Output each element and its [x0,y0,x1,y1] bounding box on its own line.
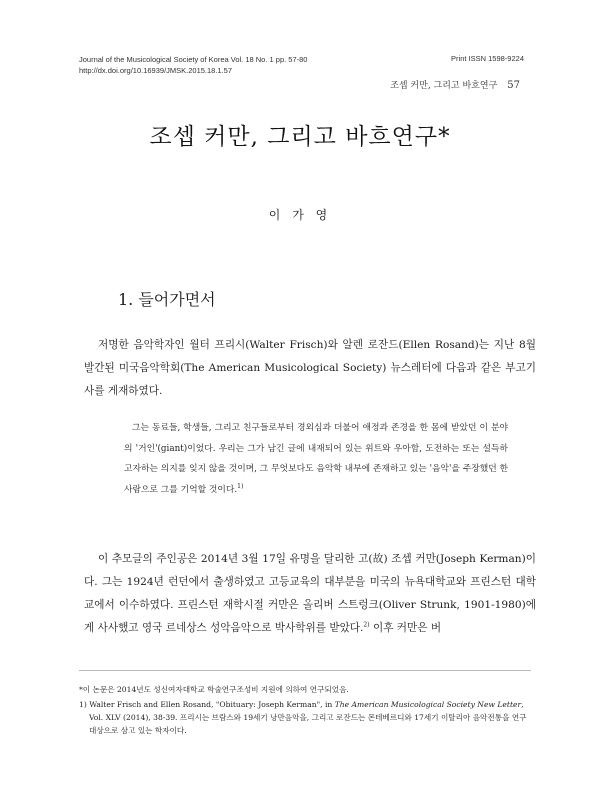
article-title: 조셉 커만, 그리고 바흐연구* [149,124,451,150]
footnote-divider [79,670,531,671]
paragraph2-text: 이 추모글의 주인공은 2014년 3월 17일 유명을 달리한 고(故) 조셉 커만(Joseph Kerman)이다. 그는 1924년 런던에서 출생하였고 고등교육의 대부분을 미국의 뉴욕대학교와 프린스턴 대학교에서 이수하였다. 프린스턴 재학시절 커만은 올리버 스트렁크(Oliver Strunk, 1901-1980)에게 사사했고 영국 르네상스 성악음악으로 박사학위를 받았다. [84,553,536,634]
footnote-1-source: The American Musicological Society New Letter [334,700,522,709]
footnote-ref-2[interactable]: 2) [363,621,370,629]
footnote-1-suffix: , Vol. XLV (2014), 38-39. 프리시는 브람스와 19세기 낭만음악을, 그리고 로잔드는 몬테베르디와 17세기 이탈리아 음악전통을 연구대상으로 삼고 있는 학자이다. [89,700,527,735]
page-number: 57 [507,80,520,91]
footnote-1-prefix: 1) Walter Frisch and Ellen Rosand, "Obituary: Joseph Kerman", in [79,700,335,709]
quote-text: 그는 동료들, 학생들, 그리고 친구들로부터 경외심과 더불어 애정과 존경을 한 몸에 받았던 이 분야의 '거인'(giant)이었다. 우리는 그가 남긴 글에 내재되어 있는 위트와 우아함, 도전하는 또는 설득하고자하는 의지를 잊지 않을 것이며, 그 무엇보다도 음악학 내부에 존재하고 있는 '음악'을 주장했던 한 사람으로 그를 기억할 것이다. [124,423,508,495]
journal-header [79,54,307,76]
section-heading: 1. 들어가면서 [118,290,216,309]
issn-label: Print ISSN 1598-9224 [451,54,524,63]
doi-link[interactable]: http://dx.doi.org/10.16939/JMSK.2015.18.1.57 [79,66,233,75]
footnote-1 [79,698,531,737]
footnote-ref-1[interactable]: 1) [237,482,244,490]
paragraph2-tail: 이후 커만은 버 [369,622,442,634]
author-name: 이 가 영 [268,208,332,222]
body-paragraph-1: 저명한 음악학자인 월터 프리시(Walter Frisch)와 알렌 로잔드(Ellen Rosand)는 지난 8월 발간된 미국음악학회(The American Musicological Society) 뉴스레터에 다음과 같은 부고기사를 게재하였다. [84,339,536,397]
journal-citation: Journal of the Musicological Society of Korea Vol. 18 No. 1 pp. 57-80 [79,55,308,64]
block-quote [124,418,508,500]
footnote-funding: *이 논문은 2014년도 성신여자대학교 학술연구조성비 지원에 의하여 연구되었음. [79,685,349,694]
running-head-title: 조셉 커만, 그리고 바흐연구 [390,81,498,91]
body-paragraph-2 [84,548,536,640]
running-head [390,78,520,91]
